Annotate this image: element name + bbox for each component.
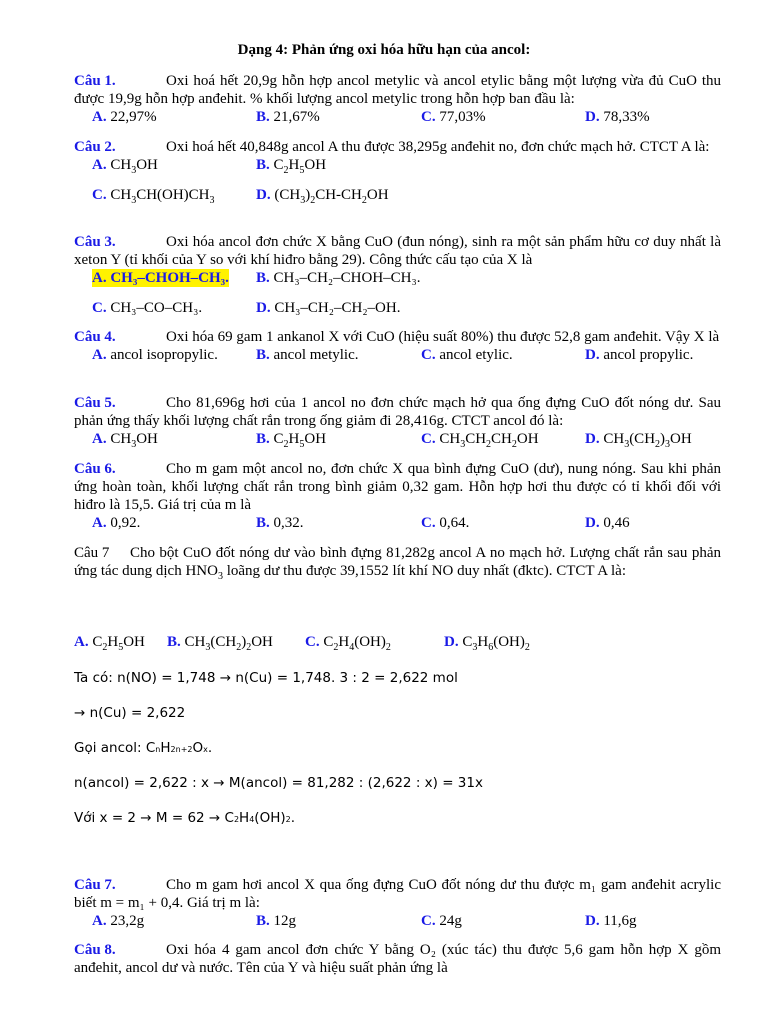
question-4-label: Câu 4.: [74, 329, 116, 345]
question-2-text: Câu 2. Oxi hoá hết 40,848g ancol A thu được 38,295g anđehit no, đơn chức mạch hở. CTCT A là:: [74, 139, 710, 155]
question-7b-option-a: A. 23,2g: [92, 913, 145, 929]
question-2-label: Câu 2.: [74, 139, 116, 155]
question-7a-option-c: C. $C_2H_4(OH)_2$: [305, 634, 391, 653]
question-4: [74, 328, 721, 364]
solution-line-3: Gọi ancol: CnH2n+2Ox.: [74, 740, 213, 756]
question-8-text: Câu 8. Oxi hóa 4 gam ancol đơn chức Y bằng O₂ (xúc tác) thu được 5,6 gam hỗn hợp X gồm anđehit, ancol dư và nước. Tên của Y và hiệu suất phản ứng là: [74, 942, 721, 976]
question-1: [74, 72, 721, 126]
question-2: [74, 138, 721, 204]
question-7b: [74, 876, 721, 930]
question-3-option-b: B. CH₃–CH₂–CHOH–CH₃.: [256, 270, 421, 286]
solution-line-2: → n(Cu) = 2,622: [74, 705, 186, 721]
question-7b-text: Câu 7. Cho m gam hơi ancol X qua ống đựng CuO đốt nóng dư thu được m₁ gam anđehit acrylic biết m = m₁ + 0,4. Giá trị m là:: [74, 877, 721, 911]
question-6-options: [74, 514, 721, 532]
question-6: [74, 460, 721, 532]
question-6-option-a: A. 0,92.: [92, 515, 141, 531]
solution-line-1: Ta có: n(NO) = 1,748 → n(Cu) = 1,748. 3 : 2 = 2,622 mol: [74, 670, 458, 686]
question-7a-label: Câu 7: [74, 545, 110, 561]
question-7b-label: Câu 7.: [74, 877, 116, 893]
question-5-option-d: D. $CH_3(CH_2)_3OH$: [585, 431, 692, 450]
question-1-option-a: A. 22,97%: [92, 109, 157, 125]
question-1-options: [74, 108, 721, 126]
question-2-options-row2: [74, 186, 721, 204]
solution-line-4: n(ancol) = 2,622 : x → M(ancol) = 81,282 : (2,622 : x) = 31x: [74, 775, 483, 791]
question-5-label: Câu 5.: [74, 395, 116, 411]
question-3-label: Câu 3.: [74, 234, 116, 250]
question-5-text: Câu 5. Cho 81,696g hơi của 1 ancol no đơn chức mạch hở qua ống đựng CuO đốt nóng dư. Sau phản ứng thấy khối lượng chất rắn trong ống giảm đi 28,416g. CTCT ancol đó là:: [74, 395, 721, 429]
question-7a-option-d: D. $C_3H_6(OH)_2$: [444, 634, 530, 653]
question-5: [74, 394, 721, 448]
question-7b-options: [74, 912, 721, 930]
question-4-options: [74, 346, 721, 364]
question-3-option-a-highlighted: A. CH₃–CHOH–CH₃.: [92, 270, 229, 286]
question-5-option-b: B. $C_2H_5OH$: [256, 431, 327, 450]
question-4-option-a: A. ancol isopropylic.: [92, 347, 218, 363]
question-7a-option-b: B. $CH_3(CH_2)_2OH$: [167, 634, 273, 653]
question-8-label: Câu 8.: [74, 942, 116, 958]
question-7b-option-d: D. 11,6g: [585, 913, 637, 929]
question-3-text: Câu 3. Oxi hóa ancol đơn chức X bằng CuO (đun nóng), sinh ra một sản phẩm hữu cơ duy nhất là xeton Y (tỉ khối của Y so với khí hiđro bằng 29). Công thức cấu tạo của X là: [74, 234, 721, 268]
question-4-option-d: D. ancol propylic.: [585, 347, 694, 363]
question-8: [74, 941, 721, 977]
question-5-option-a: A. $CH_3OH$: [92, 431, 158, 450]
question-6-option-c: C. 0,64.: [421, 515, 470, 531]
question-2-option-a: A. $CH_3OH$: [92, 157, 158, 176]
question-4-text: Câu 4. Oxi hóa 69 gam 1 ankanol X với CuO (hiệu suất 80%) thu được 52,8 gam anđehit. Vậy X là: [74, 329, 720, 345]
question-6-option-d: D. 0,46: [585, 515, 630, 531]
question-2-option-c: C. $CH_3CH(OH)CH_3$: [92, 187, 215, 206]
question-7a: [74, 544, 721, 580]
question-4-option-b: B. ancol metylic.: [256, 347, 359, 363]
question-2-option-d: D. $(CH_3)_2CH-CH_2OH$: [256, 187, 389, 206]
question-3-option-c: C. CH₃–CO–CH₃.: [92, 300, 203, 316]
question-5-options: [74, 430, 721, 448]
question-3-option-d: D. CH₃–CH₂–CH₂–OH.: [256, 300, 401, 316]
question-7a-options: [74, 634, 721, 652]
question-3-options-row2: [74, 299, 721, 317]
question-6-text: Câu 6. Cho m gam một ancol no, đơn chức X qua bình đựng CuO (dư), nung nóng. Sau khi phản ứng hoàn toàn, khối lượng chất rắn trong bình giảm 0,32 gam. Hỗn hợp hơi thu được có tỉ khối đối với hiđro là 15,5. Giá trị của m là: [74, 461, 721, 513]
question-4-option-c: C. ancol etylic.: [421, 347, 513, 363]
question-3: [74, 233, 721, 317]
question-6-option-b: B. 0,32.: [256, 515, 304, 531]
question-7b-option-b: B. 12g: [256, 913, 297, 929]
question-1-option-d: D. 78,33%: [585, 109, 650, 125]
question-2-option-b: B. $C_2H_5OH$: [256, 157, 327, 176]
question-6-label: Câu 6.: [74, 461, 116, 477]
question-1-option-b: B. 21,67%: [256, 109, 320, 125]
question-5-option-c: C. $CH_3CH_2CH_2OH$: [421, 431, 539, 450]
question-1-text: Câu 1. Oxi hoá hết 20,9g hỗn hợp ancol metylic và ancol etylic bằng một lượng vừa đủ CuO thu được 19,9g hỗn hợp anđehit. % khối lượng ancol metylic trong hỗn hợp ban đầu là:: [74, 73, 721, 107]
question-1-option-c: C. 77,03%: [421, 109, 486, 125]
page-title: Dạng 4: Phản ứng oxi hóa hữu hạn của ancol:: [237, 42, 531, 58]
solution-line-5: Với x = 2 → M = 62 → C2H4(OH)2.: [74, 810, 295, 826]
question-1-label: Câu 1.: [74, 73, 116, 89]
question-3-options-row1: [74, 269, 721, 287]
question-7a-option-a: A. $C_2H_5OH$: [74, 634, 145, 653]
question-2-options-row1: [74, 156, 721, 174]
question-7b-option-c: C. 24g: [421, 913, 462, 929]
question-7a-text: Câu 7 Cho bột CuO đốt nóng dư vào bình đựng 81,282g ancol A no mạch hở. Lượng chất rắn sau phản ứng tác dung dịch $HNO_3$ loãng dư thu được 39,1552 lít khí NO duy nhất (đktc). CTCT A là:: [74, 545, 721, 582]
